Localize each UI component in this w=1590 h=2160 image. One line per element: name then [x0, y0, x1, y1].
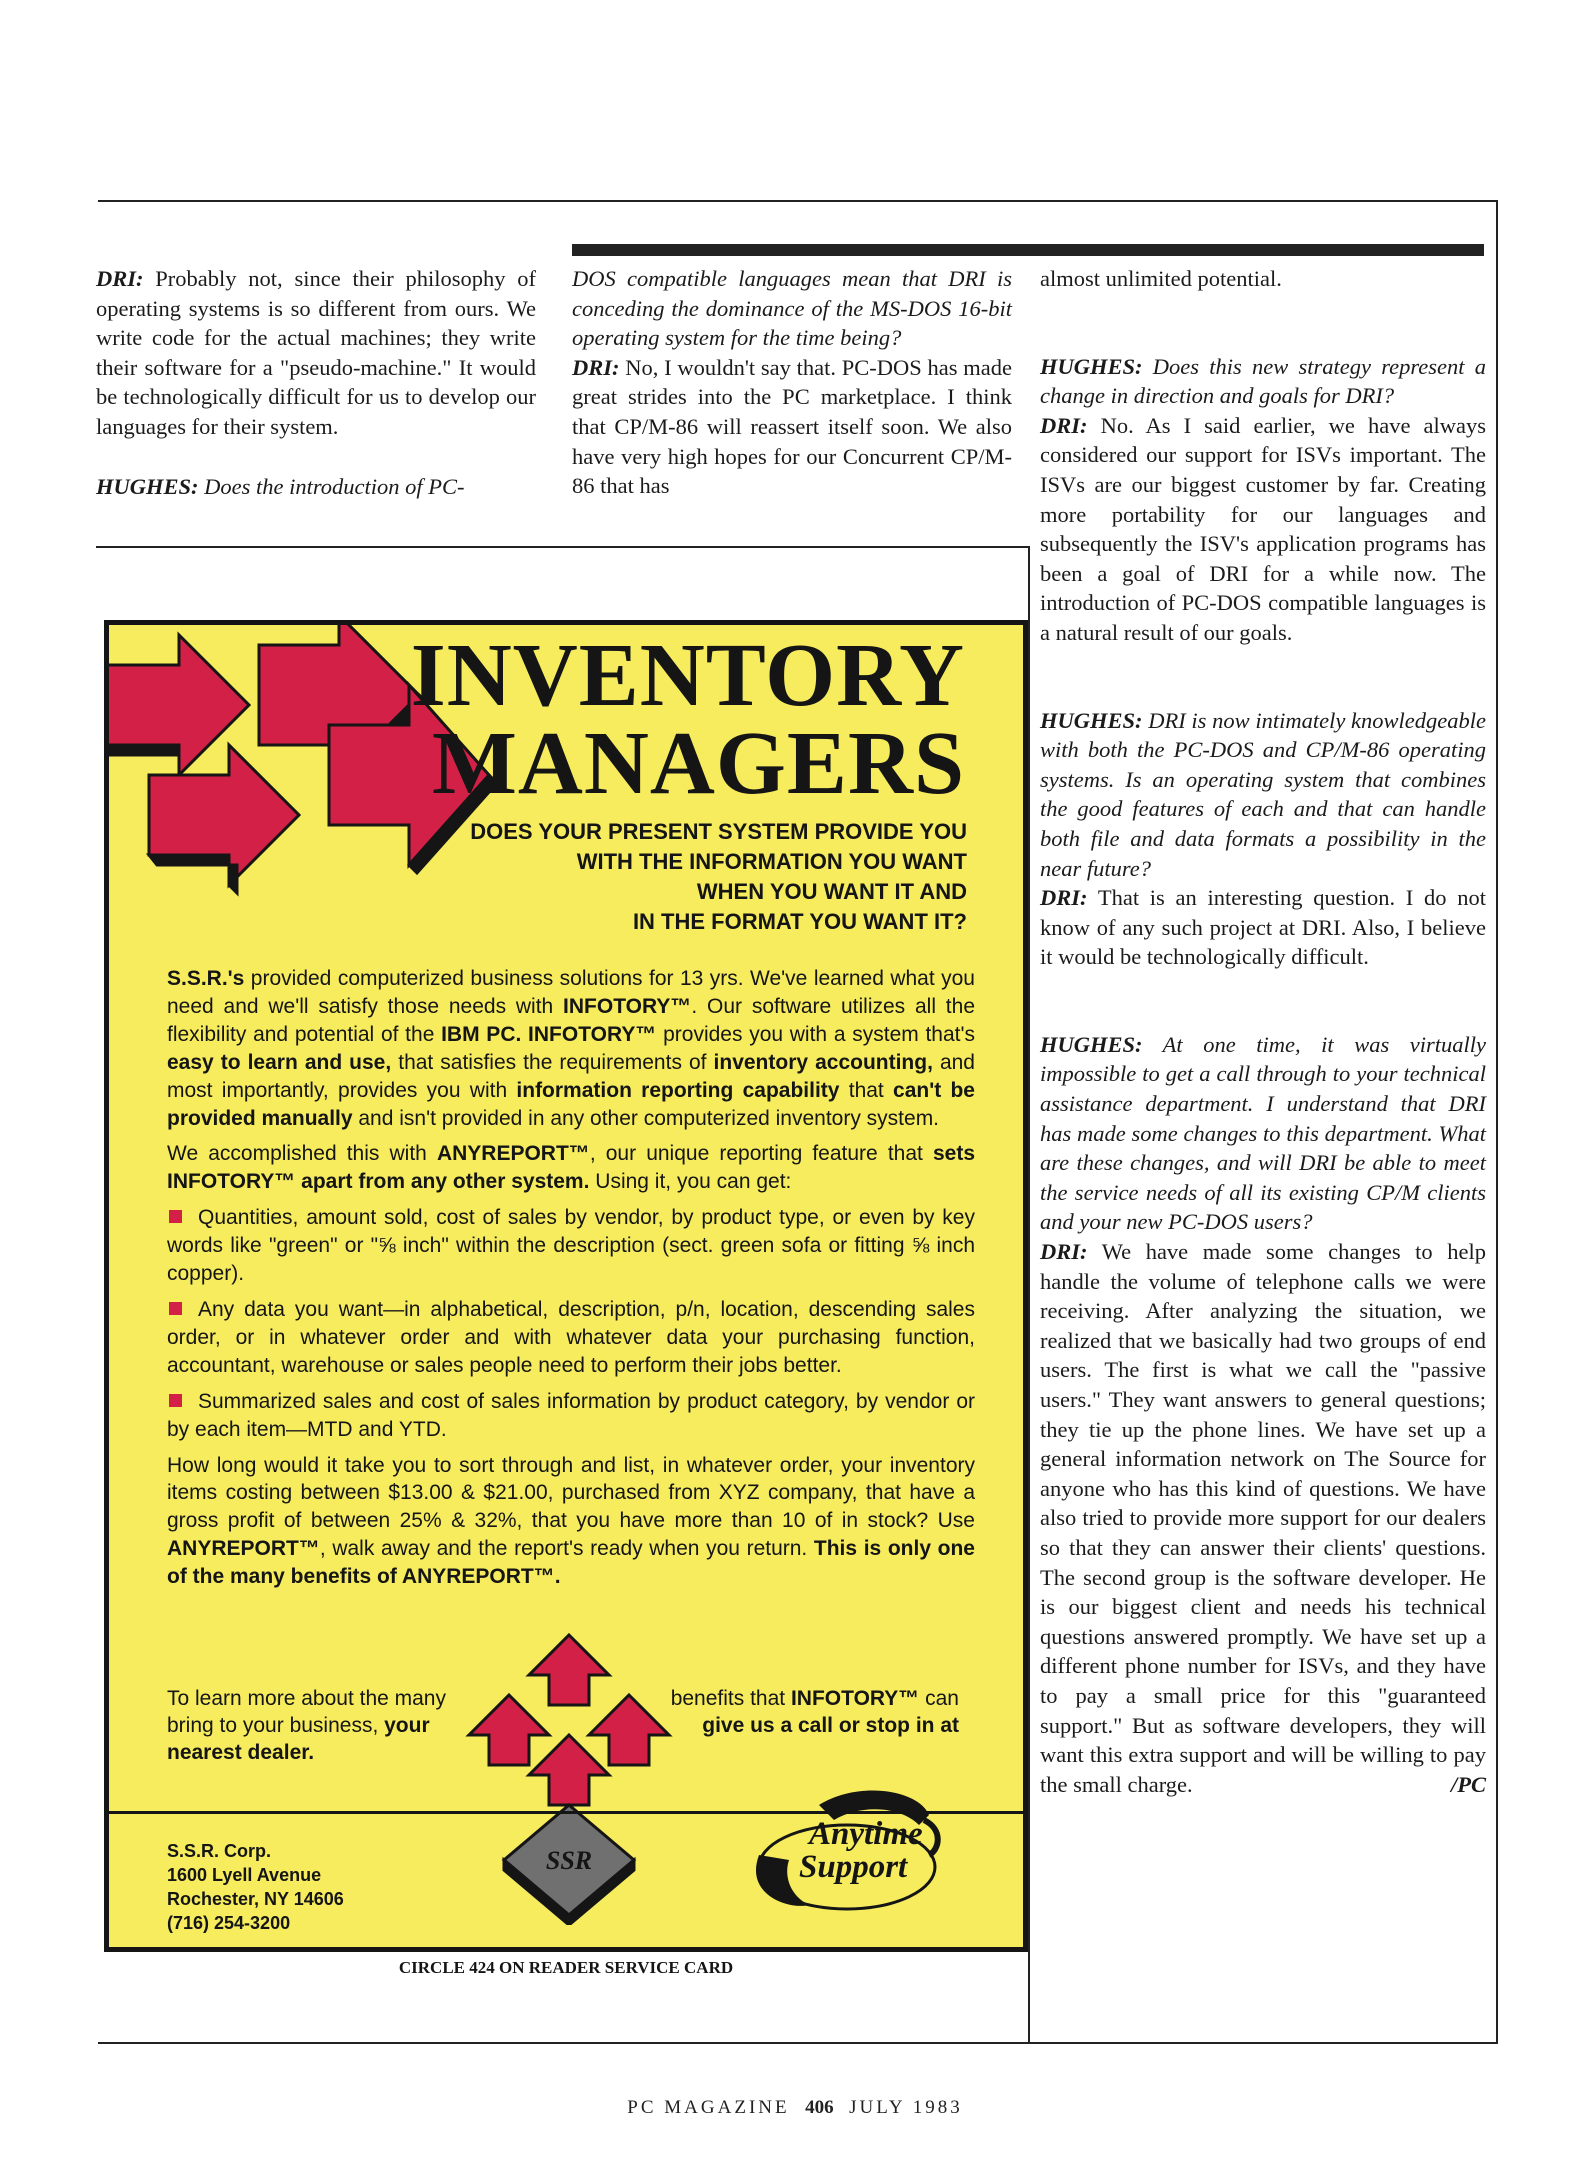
ad-body [167, 965, 975, 1599]
anytime-support-l1: Anytime [809, 1816, 923, 1852]
arrow-icon [469, 1695, 549, 1765]
ad-title-line-1: INVENTORY [410, 626, 965, 725]
article-column-2 [572, 264, 1012, 501]
ad-cta-left: To learn more about the many bring to your business, your nearest dealer. [167, 1687, 446, 1764]
ad-address: S.S.R. Corp. 1600 Lyell Avenue Rochester, NY 14606 (716) 254-3200 [167, 1841, 344, 1933]
bullet-square-icon [169, 1394, 182, 1407]
arrow-icon [149, 745, 299, 893]
question-paragraph: HUGHES: At one time, it was virtually impossible to get a call through to your technical assistance department. I understand that DRI has made some changes to this department. What are these changes, and will DRI be able to meet the service needs of all its existing CP/M clients and your new PC-DOS users? [1040, 1031, 1486, 1235]
arrow-icon [589, 1695, 669, 1765]
answer-paragraph: DRI: No. As I said earlier, we have always considered our support for ISVs important. The ISVs are our biggest customer by far. Creating more portability for our languages and subsequently the ISV's application programs has been a goal of DRI for a while now. The introduction of PC-DOS compatible languages is a natural result of our goals. [1040, 412, 1486, 645]
ad-frame-top-rule [96, 546, 1030, 548]
ad-bullet: Any data you want—in alphabetical, description, p/n, location, descending sales order, or in whatever order and with whatever data your purchasing function, accountant, warehouse or sales people need to perform their jobs better. [167, 1297, 975, 1377]
ad-cta-right: benefits that INFOTORY™ can give us a call or stop in at [670, 1687, 959, 1737]
anytime-support-l2: Support [799, 1849, 908, 1885]
right-rule [1496, 200, 1498, 2042]
arrow-icon [529, 1735, 609, 1805]
bullet-square-icon [169, 1210, 182, 1223]
ad-paragraph: How long would it take you to sort through and list, in whatever order, your inventory items costing between $13.00 & $21.00, purchased from XYZ company, that have a gross profit of between 25% & 32%, that you have more than 10 of in stock? Use ANYREPORT™, walk away and the report's ready when you return. This is only one of the many benefits of ANYREPORT™. [167, 1453, 975, 1589]
ad-bullet: Quantities, amount sold, cost of sales by vendor, by product type, or even by key words like "green" or "⅝ inch" within the description (sect. green sofa or fitting ⅝ inch copper). [167, 1206, 975, 1286]
question-paragraph: HUGHES: DRI is now intimately knowledgeable with both the PC-DOS and CP/M-86 operating systems. Is an operating system that combines the good features of each and that can handle both file and data formats a possibility in the near future? [1040, 707, 1486, 881]
arrow-icon [529, 1635, 609, 1705]
answer-paragraph: DRI: No, I wouldn't say that. PC-DOS has made great strides into the PC marketplace. I think that CP/M-86 will reassert itself soon. We also have very high hopes for our Concurrent CP/M-86 that has [572, 354, 1012, 499]
bullet-square-icon [169, 1302, 182, 1315]
article-signoff: /PC [1450, 1771, 1486, 1797]
ad-frame-right-rule [1028, 546, 1030, 2042]
ad-bullet: Summarized sales and cost of sales information by product category, by vendor or by each item—MTD and YTD. [167, 1389, 975, 1441]
top-rule [98, 200, 1498, 202]
ad-paragraph: S.S.R.'s provided computerized business solutions for 13 yrs. We've learned what you need and we'll satisfy those needs with INFOTORY™. Our software utilizes all the flexibility and potential of the IBM PC. INFOTORY™ provides you with a system that's easy to learn and use, that satisfies the requirements of inventory accounting, and most importantly, provides you with information reporting capability that can't be provided manually and isn't provided in any other computerized inventory system. [167, 967, 975, 1130]
answer-paragraph: DRI: We have made some changes to help handle the volume of telephone calls we were receiving. After analyzing the situation, we realized that we basically had two groups of end users. The first is what we call the "passive users." They want answers to general questions; they tie up the phone lines. We have set up a general information network on The Source for anyone who has this kind of questions. We have also tried to provide more support for our dealers so that they can answer their clients' questions. The second group is the software developer. He is our biggest client and needs his technical questions answered promptly. We have set up a different phone number for ISVs, and they have to pay a small price for this "guaranteed support." But as software developers, they will want this extra support and will be willing to pay the small charge. /PC [1040, 1237, 1486, 1799]
ad-question: DOES YOUR PRESENT SYSTEM PROVIDE YOU WITH THE INFORMATION YOU WANT WHEN YOU WANT IT AND IN THE FORMAT YOU WANT IT? [470, 819, 967, 934]
ssr-logo-text: SSR [545, 1846, 593, 1875]
question-paragraph: HUGHES: Does the introduction of PC- [96, 473, 465, 499]
answer-continuation: almost unlimited potential. [1040, 266, 1282, 291]
reader-service-line: CIRCLE 424 ON READER SERVICE CARD [398, 1958, 734, 1977]
page-footer: PC MAGAZINE 406 JULY 1983 [627, 2097, 963, 2118]
article-column-1 [96, 264, 536, 501]
ssr-logo [459, 1625, 679, 1925]
infotory-advertisement [104, 620, 1028, 1952]
ad-paragraph: We accomplished this with ANYREPORT™, our unique reporting feature that sets INFOTORY™ apart from any other system. Using it, you can get: [167, 1142, 975, 1194]
question-paragraph: DOS compatible languages mean that DRI is conceding the dominance of the MS-DOS 16-bit operating system for the time being? [572, 266, 1012, 351]
column-heavy-rule [572, 244, 1484, 256]
question-paragraph: HUGHES: Does this new strategy represent a change in direction and goals for DRI? [1040, 353, 1486, 409]
bottom-rule [98, 2042, 1498, 2044]
ad-title-line-2: MANAGERS [431, 714, 965, 813]
article-column-3 [1040, 264, 1486, 1799]
answer-paragraph: DRI: Probably not, since their philosophy of operating systems is so different from ours. We write code for the actual machines; they write their software for a "pseudo-machine." It would be technologically difficult for us to develop our languages for their system. [96, 266, 536, 439]
answer-paragraph: DRI: That is an interesting question. I do not know of any such project at DRI. Also, I believe it would be technologically difficult. [1040, 885, 1486, 970]
